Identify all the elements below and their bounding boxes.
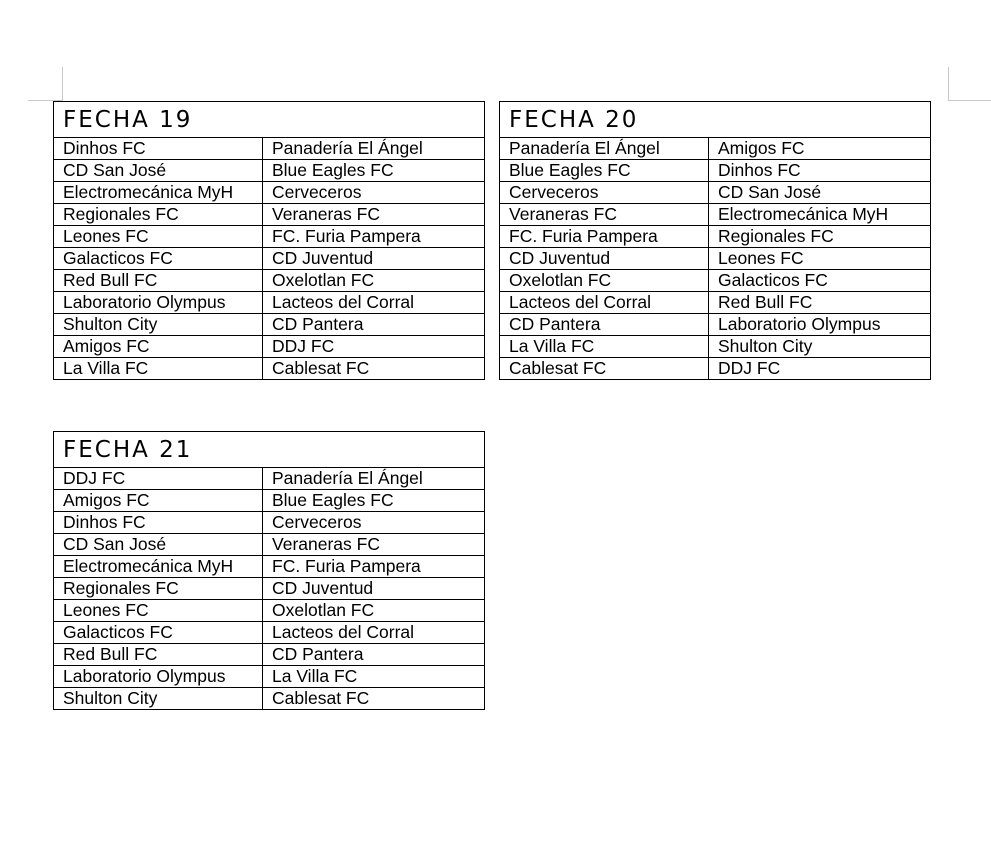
match-row: [54, 600, 485, 622]
away-team-cell: Dinhos FC: [709, 160, 931, 182]
away-team-cell: Oxelotlan FC: [263, 270, 485, 292]
home-team-cell: DDJ FC: [54, 468, 263, 490]
away-team-cell: CD Pantera: [263, 314, 485, 336]
away-team-cell: Cerveceros: [263, 182, 485, 204]
fixture-table-fecha-20: [499, 101, 931, 380]
fixture-matches: [54, 468, 485, 710]
away-team-cell: Veraneras FC: [263, 204, 485, 226]
home-team-cell: Panadería El Ángel: [500, 138, 709, 160]
home-team-cell: Amigos FC: [54, 490, 263, 512]
away-team-cell: Lacteos del Corral: [263, 292, 485, 314]
match-row: [500, 248, 931, 270]
away-team-cell: Laboratorio Olympus: [709, 314, 931, 336]
match-row: [500, 204, 931, 226]
home-team-cell: Electromecánica MyH: [54, 182, 263, 204]
match-row: [54, 314, 485, 336]
match-row: [500, 314, 931, 336]
home-team-cell: FC. Furia Pampera: [500, 226, 709, 248]
match-row: [54, 138, 485, 160]
home-team-cell: Blue Eagles FC: [500, 160, 709, 182]
home-team-cell: Lacteos del Corral: [500, 292, 709, 314]
fixture-table-fecha-21: [53, 431, 485, 710]
match-row: [54, 666, 485, 688]
home-team-cell: CD Pantera: [500, 314, 709, 336]
match-row: [54, 204, 485, 226]
match-row: [500, 358, 931, 380]
match-row: [54, 292, 485, 314]
match-row: [54, 226, 485, 248]
away-team-cell: Cablesat FC: [263, 688, 485, 710]
match-row: [54, 358, 485, 380]
home-team-cell: Electromecánica MyH: [54, 556, 263, 578]
away-team-cell: Panadería El Ángel: [263, 138, 485, 160]
away-team-cell: DDJ FC: [709, 358, 931, 380]
match-row: [54, 578, 485, 600]
away-team-cell: Amigos FC: [709, 138, 931, 160]
away-team-cell: Cerveceros: [263, 512, 485, 534]
home-team-cell: La Villa FC: [54, 358, 263, 380]
home-team-cell: La Villa FC: [500, 336, 709, 358]
crop-mark-top-right-vertical: [948, 67, 949, 101]
home-team-cell: Cerveceros: [500, 182, 709, 204]
home-team-cell: Shulton City: [54, 688, 263, 710]
away-team-cell: DDJ FC: [263, 336, 485, 358]
match-row: [54, 248, 485, 270]
home-team-cell: Red Bull FC: [54, 644, 263, 666]
match-row: [54, 688, 485, 710]
home-team-cell: Laboratorio Olympus: [54, 292, 263, 314]
match-row: [54, 622, 485, 644]
match-row: [500, 336, 931, 358]
match-row: [54, 490, 485, 512]
home-team-cell: Laboratorio Olympus: [54, 666, 263, 688]
fixture-title: FECHA 19: [54, 102, 485, 138]
match-row: [54, 468, 485, 490]
home-team-cell: CD San José: [54, 160, 263, 182]
crop-mark-top-right-horizontal: [948, 100, 991, 101]
away-team-cell: Galacticos FC: [709, 270, 931, 292]
away-team-cell: CD San José: [709, 182, 931, 204]
home-team-cell: Galacticos FC: [54, 622, 263, 644]
match-row: [54, 534, 485, 556]
home-team-cell: Regionales FC: [54, 204, 263, 226]
away-team-cell: FC. Furia Pampera: [263, 556, 485, 578]
away-team-cell: Blue Eagles FC: [263, 490, 485, 512]
crop-mark-top-left-vertical: [62, 67, 63, 101]
away-team-cell: Red Bull FC: [709, 292, 931, 314]
away-team-cell: CD Juventud: [263, 248, 485, 270]
fixture-title: FECHA 21: [54, 432, 485, 468]
away-team-cell: Lacteos del Corral: [263, 622, 485, 644]
home-team-cell: Amigos FC: [54, 336, 263, 358]
away-team-cell: Regionales FC: [709, 226, 931, 248]
match-row: [54, 160, 485, 182]
home-team-cell: Leones FC: [54, 600, 263, 622]
away-team-cell: Blue Eagles FC: [263, 160, 485, 182]
away-team-cell: La Villa FC: [263, 666, 485, 688]
match-row: [54, 336, 485, 358]
home-team-cell: Galacticos FC: [54, 248, 263, 270]
fixture-header-row: [500, 102, 931, 138]
home-team-cell: Cablesat FC: [500, 358, 709, 380]
match-row: [54, 270, 485, 292]
match-row: [500, 226, 931, 248]
match-row: [500, 160, 931, 182]
away-team-cell: Shulton City: [709, 336, 931, 358]
away-team-cell: Leones FC: [709, 248, 931, 270]
fixture-table-fecha-19: [53, 101, 485, 380]
home-team-cell: Shulton City: [54, 314, 263, 336]
away-team-cell: Panadería El Ángel: [263, 468, 485, 490]
home-team-cell: Red Bull FC: [54, 270, 263, 292]
fixture-matches: [54, 138, 485, 380]
match-row: [54, 644, 485, 666]
away-team-cell: CD Pantera: [263, 644, 485, 666]
match-row: [500, 292, 931, 314]
home-team-cell: Dinhos FC: [54, 138, 263, 160]
home-team-cell: CD Juventud: [500, 248, 709, 270]
home-team-cell: Leones FC: [54, 226, 263, 248]
home-team-cell: Veraneras FC: [500, 204, 709, 226]
away-team-cell: CD Juventud: [263, 578, 485, 600]
match-row: [54, 512, 485, 534]
home-team-cell: Dinhos FC: [54, 512, 263, 534]
away-team-cell: FC. Furia Pampera: [263, 226, 485, 248]
match-row: [500, 270, 931, 292]
match-row: [54, 182, 485, 204]
fixture-header-row: [54, 432, 485, 468]
home-team-cell: Oxelotlan FC: [500, 270, 709, 292]
match-row: [54, 556, 485, 578]
away-team-cell: Electromecánica MyH: [709, 204, 931, 226]
home-team-cell: CD San José: [54, 534, 263, 556]
fixture-title: FECHA 20: [500, 102, 931, 138]
match-row: [500, 182, 931, 204]
match-row: [500, 138, 931, 160]
fixture-matches: [500, 138, 931, 380]
home-team-cell: Regionales FC: [54, 578, 263, 600]
away-team-cell: Oxelotlan FC: [263, 600, 485, 622]
away-team-cell: Cablesat FC: [263, 358, 485, 380]
away-team-cell: Veraneras FC: [263, 534, 485, 556]
fixture-header-row: [54, 102, 485, 138]
